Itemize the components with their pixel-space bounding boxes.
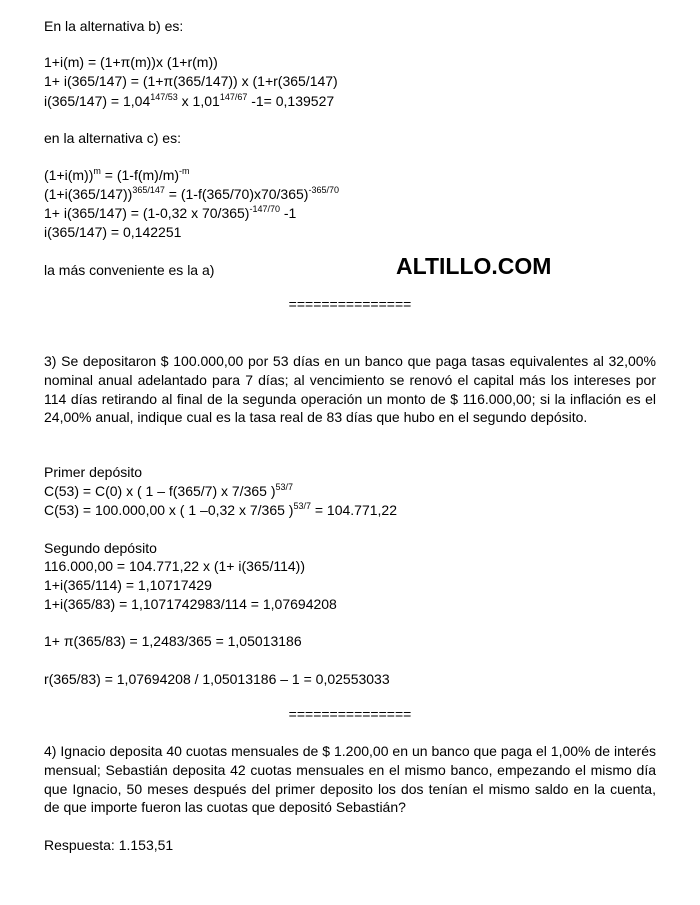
formula-line: 116.000,00 = 104.771,22 x (1+ i(365/114))	[44, 558, 306, 574]
formula-text: = 104.771,22	[310, 502, 397, 518]
formula-text: C(53) = C(0) x ( 1 – f(365/7) x 7/365 )	[44, 483, 276, 499]
exponent: -147/70	[249, 204, 280, 214]
exponent: 365/147	[132, 185, 165, 195]
formula-text: C(53) = 100.000,00 x ( 1 –0,32 x 7/365 )	[44, 502, 294, 518]
formula-line: 1+ π(365/83) = 1,2483/365 = 1,05013186	[44, 633, 302, 649]
second-deposit-title: Segundo depósito	[44, 540, 157, 556]
formula-line: i(365/147) = 0,142251	[44, 224, 182, 240]
formula-text: (1+i(365/147))	[44, 186, 133, 202]
separator: ===============	[288, 706, 412, 722]
separator: ===============	[288, 296, 412, 312]
exponent: 53/7	[293, 501, 311, 511]
formula-line	[44, 166, 190, 184]
first-deposit-title: Primer depósito	[44, 464, 143, 480]
conclusion-text: la más conveniente es la a)	[44, 262, 215, 278]
problem-4-answer: Respuesta: 1.153,51	[44, 837, 174, 853]
problem-4-statement: 4) Ignacio deposita 40 cuotas mensuales de $ 1.200,00 en un banco que paga el 1,00% de interés mensual; Sebastián deposita 42 cuotas mensuales en el mismo banco, empezando el mismo día que Ignacio, 50 meses después del primer deposito los dos tenían el mismo saldo en la cuenta, de que importe fueron las cuotas que depositó Sebastián?	[44, 743, 656, 816]
exponent: 147/53	[150, 92, 178, 102]
formula-line: 1+ i(365/147) = (1+π(365/147)) x (1+r(365/147)	[44, 73, 338, 89]
formula-line	[44, 92, 334, 110]
section-c-intro: en la alternativa c) es:	[44, 130, 181, 146]
section-b-intro: En la alternativa b) es:	[44, 18, 184, 34]
formula-text: 1+ i(365/147) = (1-0,32 x 70/365)	[44, 205, 250, 221]
formula-text: -1= 0,139527	[247, 93, 335, 109]
formula-line	[44, 482, 293, 500]
formula-text: = (1-f(m)/m)	[100, 167, 180, 183]
formula-line: r(365/83) = 1,07694208 / 1,05013186 – 1 = 0,02553033	[44, 671, 390, 687]
exponent: m	[93, 166, 101, 176]
formula-text: i(365/147) = 1,04	[44, 93, 151, 109]
formula-text: -1	[280, 205, 297, 221]
problem-3-statement: 3) Se depositaron $ 100.000,00 por 53 días en un banco que paga tasas equivalentes al 32,00% nominal anual adelantado para 7 días; al vencimiento se renovó el capital más los intereses por 114 días retirando al final de la segunda operación un monto de $ 116.000,00; si la inflación es el 24,00% anual, indique cual es la tasa real de 83 días que hubo en el segundo depósito.	[44, 353, 656, 426]
exponent: 53/7	[275, 482, 294, 492]
formula-line: 1+i(365/83) = 1,1071742983/114 = 1,07694208	[44, 596, 337, 612]
exponent: -365/70	[308, 185, 339, 195]
formula-line: 1+i(365/114) = 1,10717429	[44, 577, 212, 593]
formula-line: 1+i(m) = (1+π(m))x (1+r(m))	[44, 54, 218, 70]
formula-text: = (1-f(365/70)x70/365)	[164, 186, 309, 202]
formula-line	[44, 501, 397, 519]
formula-text: (1+i(m))	[44, 167, 94, 183]
watermark-logo: ALTILLO.COM	[396, 253, 552, 279]
formula-text: x 1,01	[177, 93, 220, 109]
formula-line	[44, 204, 296, 222]
exponent: 147/67	[219, 92, 248, 102]
exponent: -m	[179, 166, 190, 176]
formula-line	[44, 185, 339, 203]
